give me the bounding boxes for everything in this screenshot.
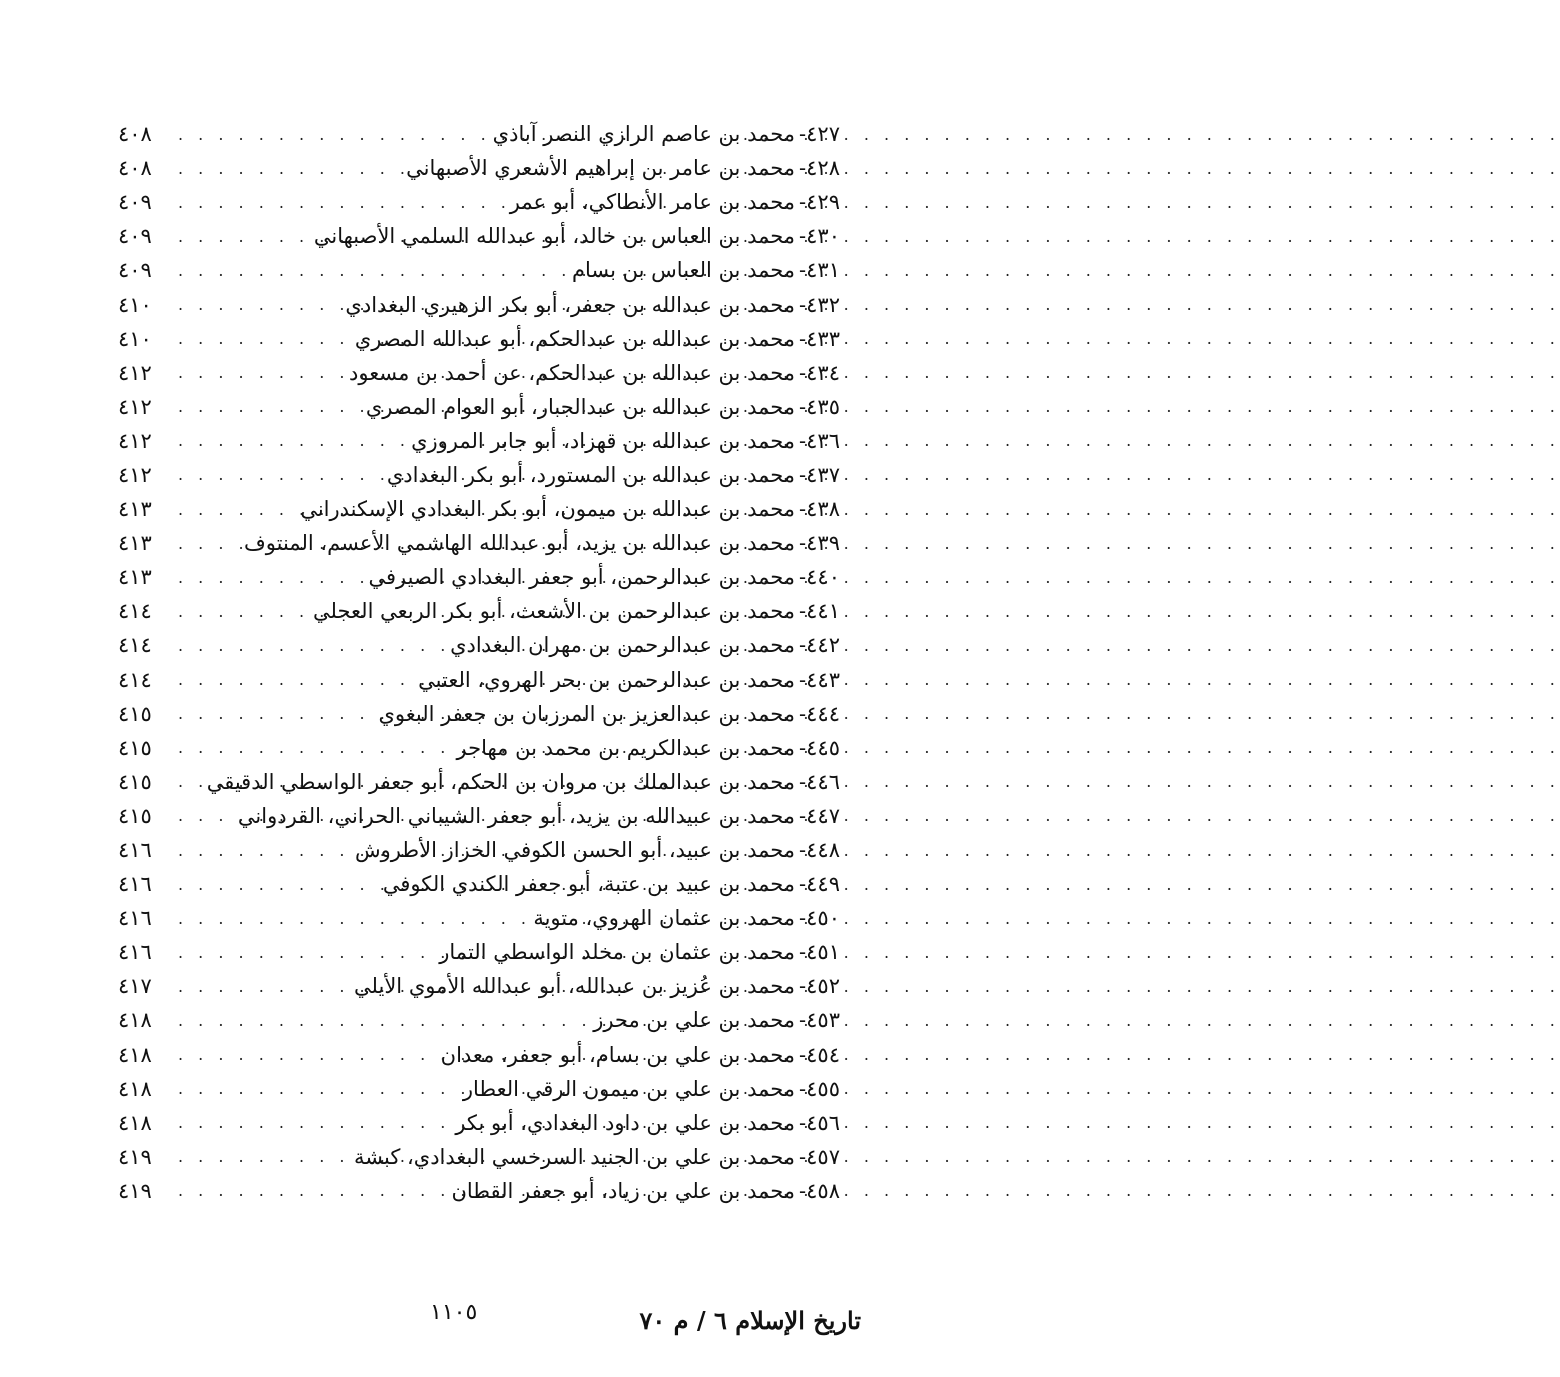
entry-title: محمد بن عامر بن إبراهيم الأشعري الأصبهاني [406, 156, 796, 181]
dot-leader [170, 125, 493, 144]
entry-page-number: ٤٠٩ [118, 190, 152, 215]
entry-title: محمد بن عبدالرحمن بن الأشعث، أبو بكر الربعي العجلي [313, 599, 796, 624]
entry-page-number: ٤١٠ [118, 292, 152, 317]
entry-page-number: ٤١٩ [118, 1144, 152, 1169]
entry-number: ٤٣٩- [799, 531, 840, 556]
entry-number: ٤٣٠- [799, 224, 840, 249]
entry-number: ٤٢٧- [799, 122, 840, 147]
entry-page-number: ٤١٨ [118, 1042, 152, 1067]
entry-number: ٤٢٨- [799, 156, 840, 181]
entry-page-number: ٤١٢ [118, 394, 152, 419]
entry-title: محمد بن عثمان الهروي، متوية [533, 906, 796, 931]
entry-title: محمد بن عبدالرحمن، أبو جعفر البغدادي الصيرفي [368, 565, 796, 590]
entry-number: ٤٣٥- [799, 394, 840, 419]
entry-title: محمد بن العباس بن خالد، أبو عبدالله السلمي الأصبهاني [313, 224, 796, 249]
entry-title: محمد بن عثمان بن مخلد الواسطي التمار [439, 940, 796, 965]
dot-leader [170, 943, 439, 962]
entry-number: ٤٤٤- [799, 701, 840, 726]
entry-page-number: ٤١٥ [118, 769, 152, 794]
entry-page-number: ٤١٩ [118, 1178, 152, 1203]
dot-leader [170, 465, 387, 484]
toc-entry [118, 628, 840, 662]
entry-number: ٤٣٢- [799, 292, 840, 317]
toc-entry [118, 731, 840, 765]
entry-page-number: ٤١٧ [118, 974, 152, 999]
entry-page-number: ٤١٦ [118, 838, 152, 863]
entry-number: ٤٥١- [799, 940, 840, 965]
toc-entry [118, 322, 840, 356]
entry-number: ٤٥٢- [799, 974, 840, 999]
entry-page-number: ٤١٢ [118, 462, 152, 487]
entry-title: محمد بن عبدالله بن عبدالحكم، أبو عبدالله المصري [354, 326, 796, 351]
entry-page-number: ٤١٤ [118, 633, 152, 658]
entry-title: محمد بن عبدالكريم بن محمد بن مهاجر [456, 735, 796, 760]
toc-entry [118, 117, 840, 151]
entry-title: محمد بن علي بن الجنيد السرخسي البغدادي، كبشة [353, 1144, 796, 1169]
entry-number: ٤٥٣- [799, 1008, 840, 1033]
entry-title: محمد بن عبدالعزيز بن المرزبان بن جعفر البغوي [378, 701, 796, 726]
entry-number: ٤٥٥- [799, 1076, 840, 1101]
dot-leader [170, 295, 345, 314]
entry-number: ٤٥٧- [799, 1144, 840, 1169]
entry-title: محمد بن عبيد، أبو الحسن الكوفي الخزاز الأطروش [355, 838, 796, 863]
entry-page-number: ٤١٥ [118, 803, 152, 828]
dot-leader [170, 772, 207, 791]
entry-title: محمد بن عبدالله بن المستورد، أبو بكر البغدادي [386, 462, 796, 487]
entry-title: محمد بن العباس بن بسام [572, 258, 796, 283]
entry-title: محمد بن علي بن بسام، أبو جعفر، معدان [440, 1042, 796, 1067]
dot-leader [170, 363, 349, 382]
dot-leader [170, 500, 300, 519]
entry-number: ٤٣٨- [799, 497, 840, 522]
entry-page-number: ٤١٦ [118, 906, 152, 931]
dot-leader [170, 1079, 463, 1098]
entry-title: محمد بن عبدالله بن جعفر، أبو بكر الزهيري البغدادي [345, 292, 796, 317]
dot-leader [170, 159, 406, 178]
dot-leader [170, 329, 355, 348]
toc-entry [118, 390, 840, 424]
entry-title: محمد بن عبدالله بن ميمون، أبو بكر البغدادي الإسكندراني [300, 497, 796, 522]
dot-leader [170, 602, 313, 621]
toc-entry [118, 151, 840, 185]
dot-leader [170, 841, 355, 860]
toc-entry [118, 185, 840, 219]
entry-page-number: ٤١٣ [118, 531, 152, 556]
entry-title: محمد بن عبدالرحمن بن مهران البغدادي [450, 633, 796, 658]
entry-title: محمد بن عامر الأنطاكي، أبو عمر [509, 190, 796, 215]
entry-page-number: ٤١٢ [118, 360, 152, 385]
toc-entry [118, 935, 840, 969]
toc-entry [118, 458, 840, 492]
dot-leader [170, 397, 366, 416]
toc-entry [118, 219, 840, 253]
dot-leader [170, 909, 533, 928]
dot-leader [170, 636, 450, 655]
entry-title: محمد بن علي بن داود البغدادي، أبو بكر [455, 1110, 796, 1135]
dot-leader [170, 431, 411, 450]
entry-page-number: ٤١٨ [118, 1076, 152, 1101]
toc-entry [118, 1106, 840, 1140]
entry-title: محمد بن علي بن محرز [593, 1008, 796, 1033]
dot-leader [170, 1181, 451, 1200]
entry-title: محمد بن عبدالله بن عبدالحكم، عن أحمد بن مسعود [349, 360, 796, 385]
toc-entry [118, 424, 840, 458]
dot-leader [170, 1045, 441, 1064]
entry-number: ٤٤٦- [799, 769, 840, 794]
entry-page-number: ٤١٤ [118, 599, 152, 624]
entry-page-number: ٤١٠ [118, 326, 152, 351]
entry-number: ٤٤٧- [799, 803, 840, 828]
toc-entry [118, 594, 840, 628]
dot-leader [170, 1113, 455, 1132]
entry-number: ٤٤٥- [799, 735, 840, 760]
entry-title: محمد بن عبدالله بن عبدالجبار، أبو العوام المصري [365, 394, 796, 419]
entry-number: ٤٤٠- [799, 565, 840, 590]
toc-entry [118, 1072, 840, 1106]
entry-number: ٤٢٩- [799, 190, 840, 215]
toc-entry [118, 1140, 840, 1174]
entry-number: ٤٤٩- [799, 872, 840, 897]
toc-entry [118, 287, 840, 321]
dot-leader [170, 1011, 593, 1030]
dot-leader [170, 568, 368, 587]
entry-page-number: ٤٠٩ [118, 258, 152, 283]
entry-number: ٤٤٨- [799, 838, 840, 863]
toc-entry [118, 1003, 840, 1037]
entry-page-number: ٤١٦ [118, 872, 152, 897]
entry-page-number: ٤١٨ [118, 1008, 152, 1033]
toc-entry [118, 867, 840, 901]
footer-book-title: تاريخ الإسلام ٦ / م ٧٠ [639, 1306, 861, 1335]
toc-entry [118, 663, 840, 697]
toc-entry [118, 901, 840, 935]
entry-title: محمد بن عبدالملك بن مروان بن الحكم، أبو جعفر الواسطي الدقيقي [206, 769, 796, 794]
toc-entry [118, 833, 840, 867]
entry-number: ٤٥٨- [799, 1178, 840, 1203]
entry-page-number: ٤٠٩ [118, 224, 152, 249]
dot-leader [170, 227, 314, 246]
entry-title: محمد بن علي بن ميمون الرقي العطار [462, 1076, 796, 1101]
dot-leader [170, 704, 379, 723]
entry-page-number: ٤١٦ [118, 940, 152, 965]
toc-entry [118, 1038, 840, 1072]
toc-entry [118, 1174, 840, 1208]
entry-page-number: ٤١٤ [118, 667, 152, 692]
entry-page-number: ٤١٨ [118, 1110, 152, 1135]
dot-leader [170, 670, 418, 689]
entry-page-number: ٤١٥ [118, 701, 152, 726]
dot-leader [170, 806, 238, 825]
entry-number: ٤٤٢- [799, 633, 840, 658]
entry-title: محمد بن عبيدالله بن يزيد، أبو جعفر الشيباني الحراني، القردواني [237, 803, 796, 828]
toc-entry [118, 560, 840, 594]
toc-entry [118, 799, 840, 833]
toc-entry [118, 526, 840, 560]
entry-number: ٤٤١- [799, 599, 840, 624]
entry-number: ٤٥٦- [799, 1110, 840, 1135]
dot-leader [170, 977, 354, 996]
toc-entry [118, 253, 840, 287]
entry-title: محمد بن علي بن زياد، أبو جعفر القطان [451, 1178, 796, 1203]
entry-title: محمد بن عبدالله بن قهزاد، أبو جابر المروزي [411, 428, 796, 453]
entry-title: محمد بن عبدالله بن يزيد، أبو عبدالله الهاشمي الأعسم، المنتوف [244, 531, 796, 556]
entry-title: محمد بن عبيد بن عتبة، أبو جعفر الكندي الكوفي [382, 872, 796, 897]
entry-page-number: ٤١٣ [118, 497, 152, 522]
dot-leader [170, 1147, 354, 1166]
entry-number: ٤٤٣- [799, 667, 840, 692]
entry-number: ٤٥٤- [799, 1042, 840, 1067]
toc-entry [118, 492, 840, 526]
dot-leader [170, 875, 383, 894]
entry-title: محمد بن عبدالرحمن بن بحر الهروي، العتبي [418, 667, 796, 692]
dot-leader [170, 534, 244, 553]
entry-number: ٤٣٦- [799, 428, 840, 453]
table-of-contents [118, 117, 840, 1208]
entry-title: محمد بن عُزيز بن عبدالله، أبو عبدالله الأموي الأيلي [354, 974, 796, 999]
toc-entry [118, 697, 840, 731]
dot-leader [170, 193, 510, 212]
entry-number: ٤٣٧- [799, 462, 840, 487]
entry-number: ٤٥٠- [799, 906, 840, 931]
entry-number: ٤٣٣- [799, 326, 840, 351]
footer-page-number: ١١٠٥ [430, 1300, 478, 1325]
entry-page-number: ٤٠٨ [118, 122, 152, 147]
toc-entry [118, 356, 840, 390]
entry-page-number: ٤١٢ [118, 428, 152, 453]
dot-leader [170, 738, 457, 757]
entry-number: ٤٣٤- [799, 360, 840, 385]
entry-title: محمد بن عاصم الرازي النصر آباذي [492, 122, 796, 147]
dot-leader [170, 261, 572, 280]
toc-entry [118, 765, 840, 799]
entry-page-number: ٤٠٨ [118, 156, 152, 181]
toc-entry [118, 969, 840, 1003]
entry-number: ٤٣١- [799, 258, 840, 283]
entry-page-number: ٤١٣ [118, 565, 152, 590]
entry-page-number: ٤١٥ [118, 735, 152, 760]
